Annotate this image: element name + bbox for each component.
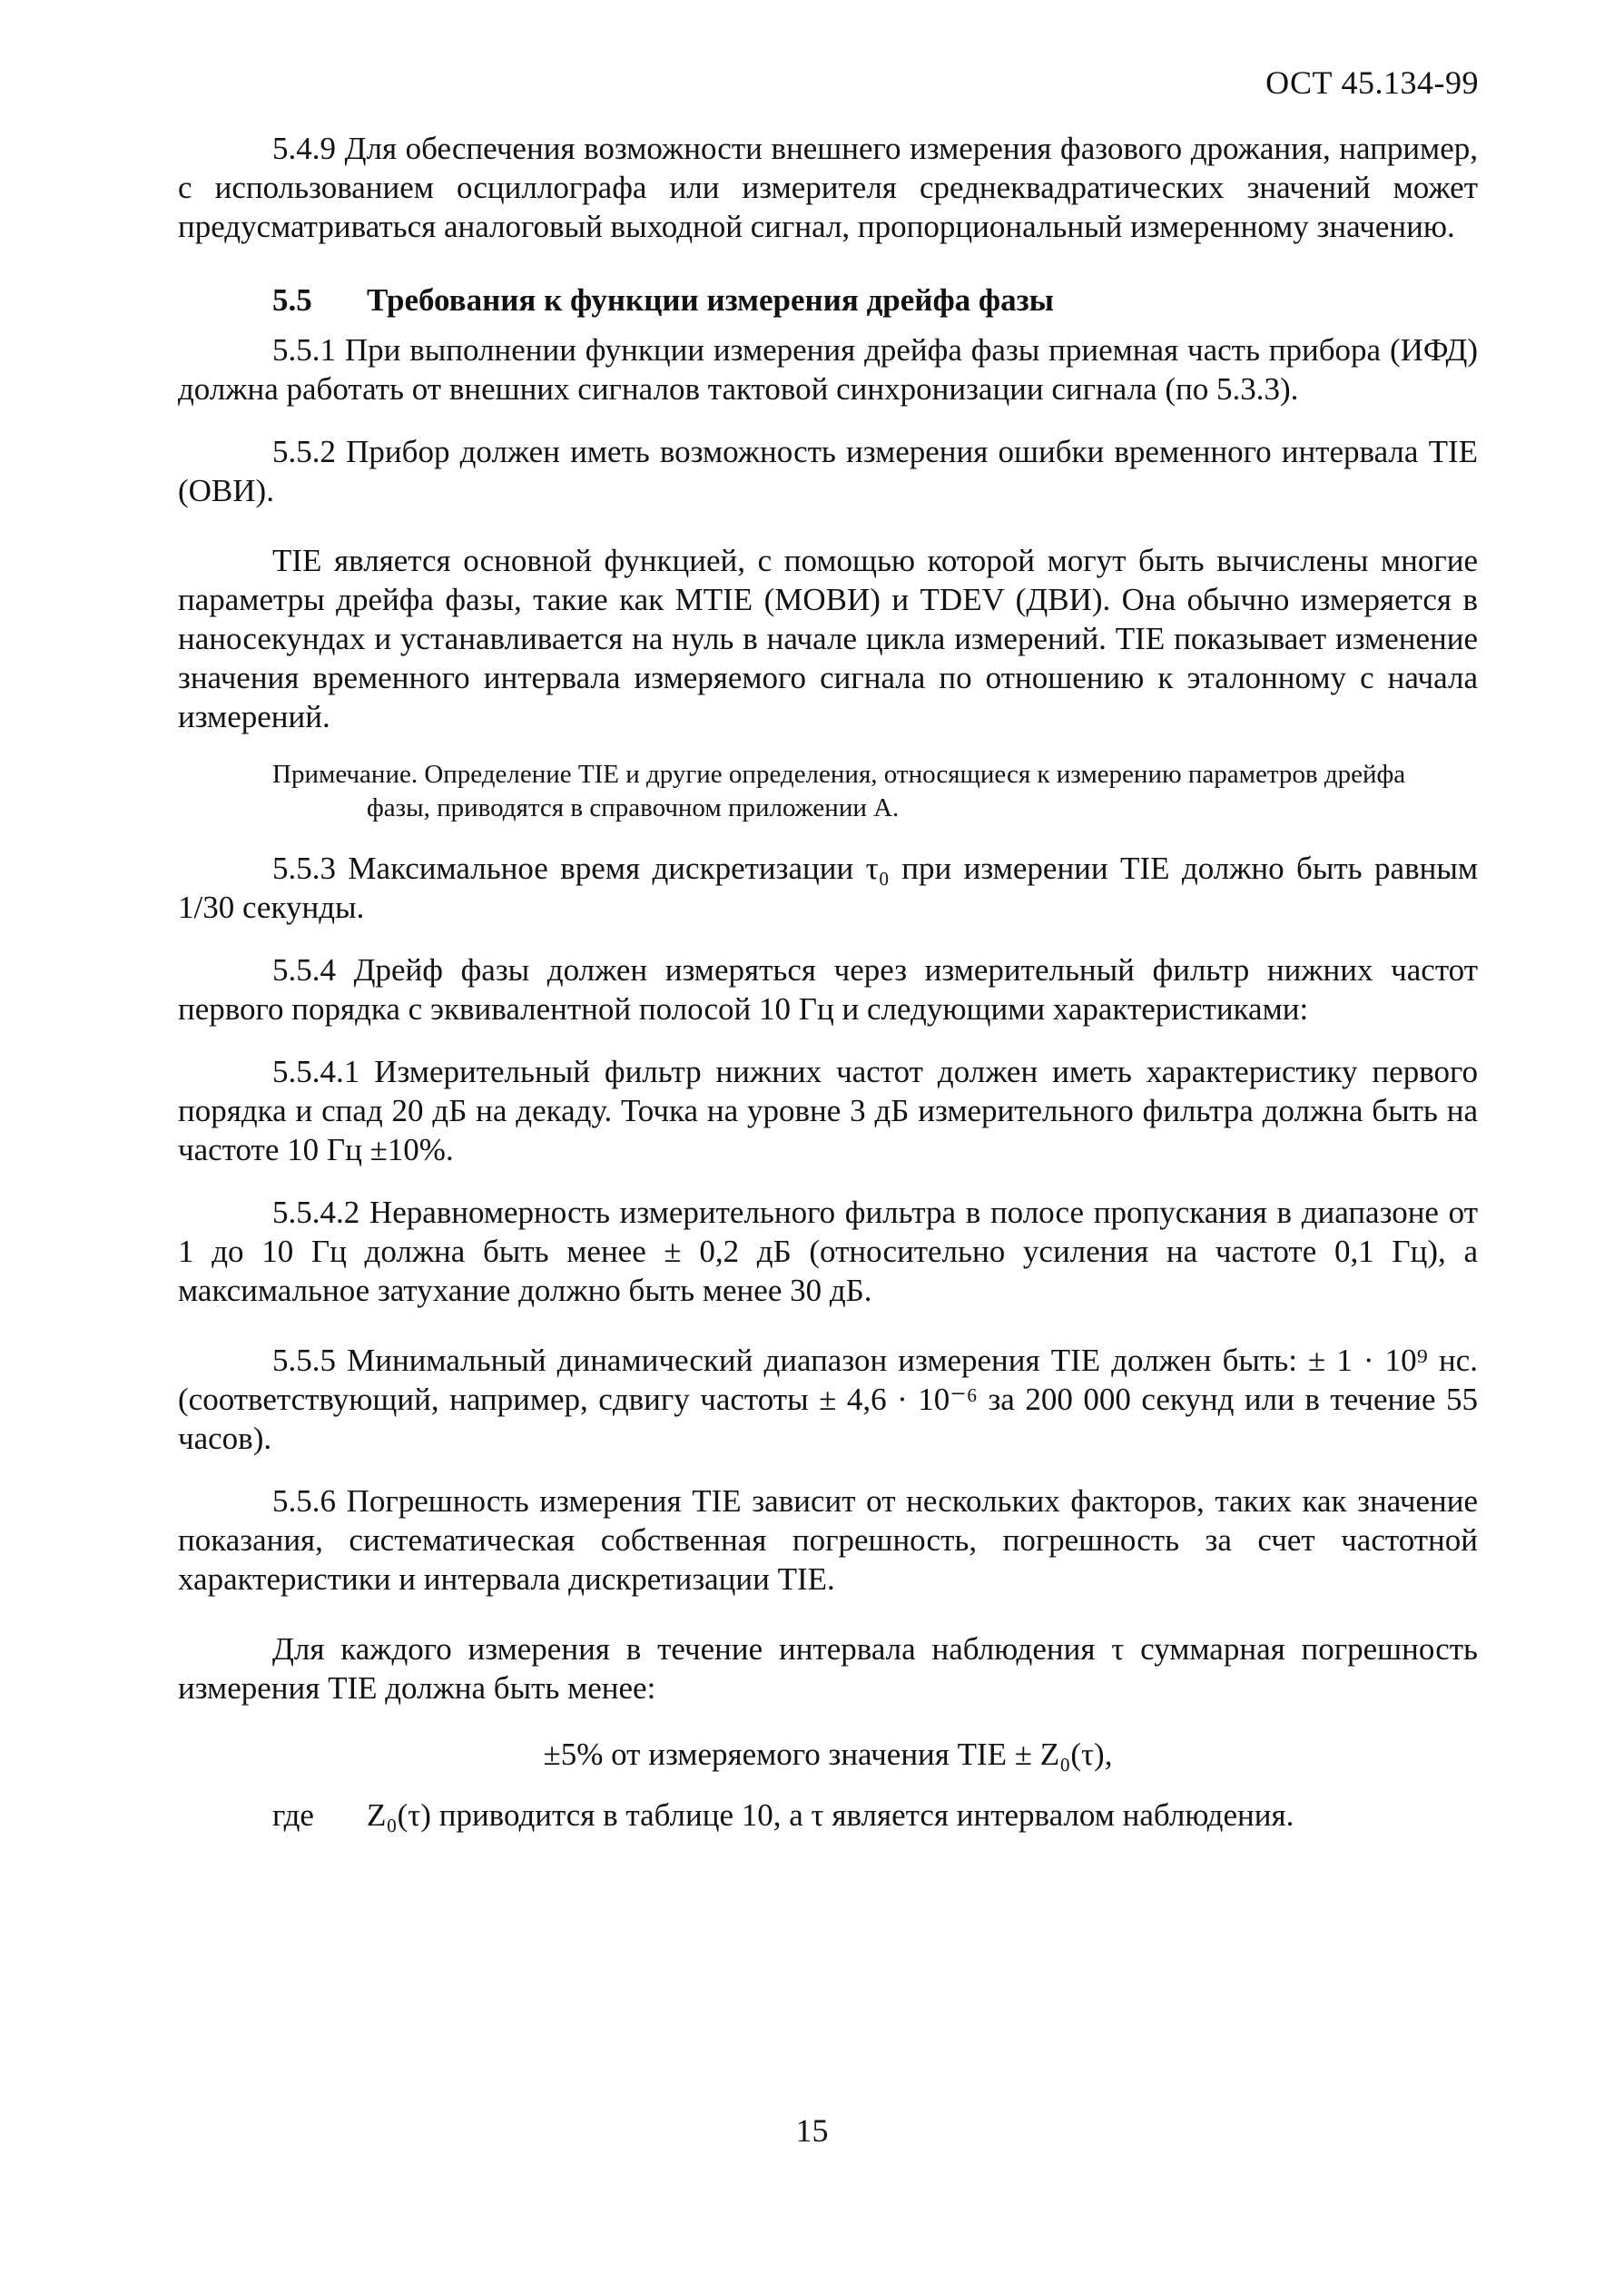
paragraph-5-5-5: 5.5.5 Минимальный динамический диапазон измерения TIE должен быть: ± 1 · 10⁹ нс. (соответствующий, например, сдвигу частоты ± 4,6 · 10⁻⁶ за 200 000 секунд или в течение 55 часов). [178,1343,1478,1456]
paragraph-5-4-9: 5.4.9 Для обеспечения возможности внешнего измерения фазового дрожания, например, с использованием осциллографа или измерителя среднеквадратических значений может предусматриваться аналоговый выходной сигнал, пропорциональный измеренному значению. [178,131,1478,244]
section-number: 5.5 [272,282,312,318]
paragraph-5-5-2: 5.5.2 Прибор должен иметь возможность измерения ошибки временного интервала TIE (ОВИ). [178,434,1478,508]
where-text: Z₀(τ) приводится в таблице 10, а τ является интервалом наблюдения. [367,1797,1294,1833]
paragraph-measurement-error: Для каждого измерения в течение интервала наблюдения τ суммарная погрешность измерения TIE должна быть менее: [178,1631,1478,1706]
paragraph-5-5-4-2: 5.5.4.2 Неравномерность измерительного фильтра в полосе пропускания в диапазоне от 1 до 10 Гц должна быть менее ± 0,2 дБ (относительно усиления на частоте 0,1 Гц), а максимальное затухание должно быть менее 30 дБ. [178,1195,1478,1308]
paragraph-5-5-6: 5.5.6 Погрешность измерения TIE зависит от нескольких факторов, таких как значение показания, систематическая собственная погрешность, погрешность за счет частотной характеристики и интервала дискретизации TIE. [178,1483,1478,1597]
formula-explanation [178,1796,1478,1835]
document-body [178,129,1478,1835]
note [178,758,1478,825]
note-line-2: фазы, приводятся в справочном приложении А. [367,793,900,822]
where-word: где [272,1797,314,1833]
paragraph-5-5-1: 5.5.1 При выполнении функции измерения дрейфа фазы приемная часть прибора (ИФД) должна работать от внешних сигналов тактовой синхронизации сигнала (по 5.3.3). [178,332,1478,407]
paragraph-5-5-3: 5.5.3 Максимальное время дискретизации τ₀ при измерении TIE должно быть равным 1/30 секунды. [178,851,1478,925]
section-heading-5-5 [178,280,1478,320]
document-code: ОСТ 45.134-99 [1265,64,1479,101]
paragraph-5-5-4-1: 5.5.4.1 Измерительный фильтр нижних частот должен иметь характеристику первого порядка и спад 20 дБ на декаду. Точка на уровне 3 дБ измерительного фильтра должна быть на частоте 10 Гц ±10%. [178,1054,1478,1167]
paragraph-tie-definition: TIE является основной функцией, с помощью которой могут быть вычислены многие параметры дрейфа фазы, такие как MTIE (МОВИ) и TDEV (ДВИ). Она обычно измеряется в наносекундах и устанавливается на нуль в начале цикла измерений. TIE показывает изменение значения временного интервала измеряемого сигнала по отношению к эталонному с начала измерений. [178,543,1478,734]
section-title: Требования к функции измерения дрейфа фазы [367,282,1055,318]
note-line-1: Примечание. Определение TIE и другие определения, относящиеся к измерению параметров дрейфа [272,760,1406,789]
paragraph-5-5-4: 5.5.4 Дрейф фазы должен измеряться через измерительный фильтр нижних частот первого порядка с эквивалентной полосой 10 Гц и следующими характеристиками: [178,952,1478,1027]
formula: ±5% от измеряемого значения TIE ± Z₀(τ), [543,1737,1113,1772]
page-number: 15 [795,2112,829,2149]
